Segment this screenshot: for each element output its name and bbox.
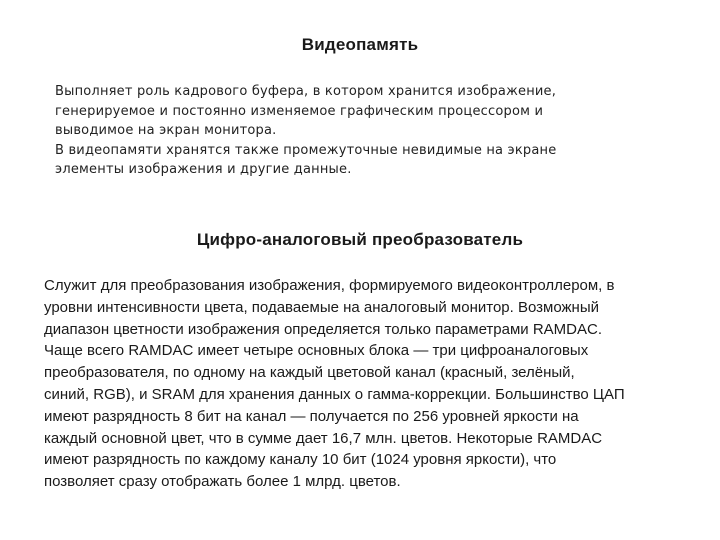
text-line: В видеопамяти хранятся также промежуточные невидимые на экране	[55, 142, 557, 158]
video-memory-description	[55, 82, 655, 180]
text-line: каждый основной цвет, что в сумме дает 16,7 млн. цветов. Некоторые RAMDAC	[44, 429, 603, 447]
text-line: позволяет сразу отображать более 1 млрд. цветов.	[44, 473, 401, 491]
text-line: преобразователя, по одному на каждый цветовой канал (красный, зелёный,	[44, 364, 575, 382]
text-line: Служит для преобразования изображения, формируемого видеоконтроллером, в	[44, 277, 615, 294]
text-line: Чаще всего RAMDAC имеет четыре основных блока — три цифроаналоговых	[44, 342, 589, 360]
text-line: имеют разрядность 8 бит на канал — получается по 256 уровней яркости на	[44, 407, 579, 425]
text-line: имеют разрядность по каждому каналу 10 бит (1024 уровня яркости), что	[44, 451, 557, 469]
text-line: синий, RGB), и SRAM для хранения данных о гамма-коррекции. Большинство ЦАП	[44, 385, 625, 403]
dac-description	[44, 275, 694, 493]
text-line: уровни интенсивности цвета, подаваемые на аналоговый монитор. Возможный	[44, 298, 599, 316]
section-title-video-memory: Видеопамять	[301, 35, 419, 54]
text-line: Выполняет роль кадрового буфера, в котором хранится изображение,	[55, 84, 557, 99]
text-line: генерируемое и постоянно изменяемое графическим процессором и	[55, 103, 544, 119]
text-line: диапазон цветности изображения определяется только параметрами RAMDAC.	[44, 320, 602, 338]
section-title-dac: Цифро-аналоговый преобразователь	[196, 230, 524, 249]
text-line: выводимое на экран монитора.	[55, 123, 277, 138]
text-line: элементы изображения и другие данные.	[55, 162, 352, 177]
